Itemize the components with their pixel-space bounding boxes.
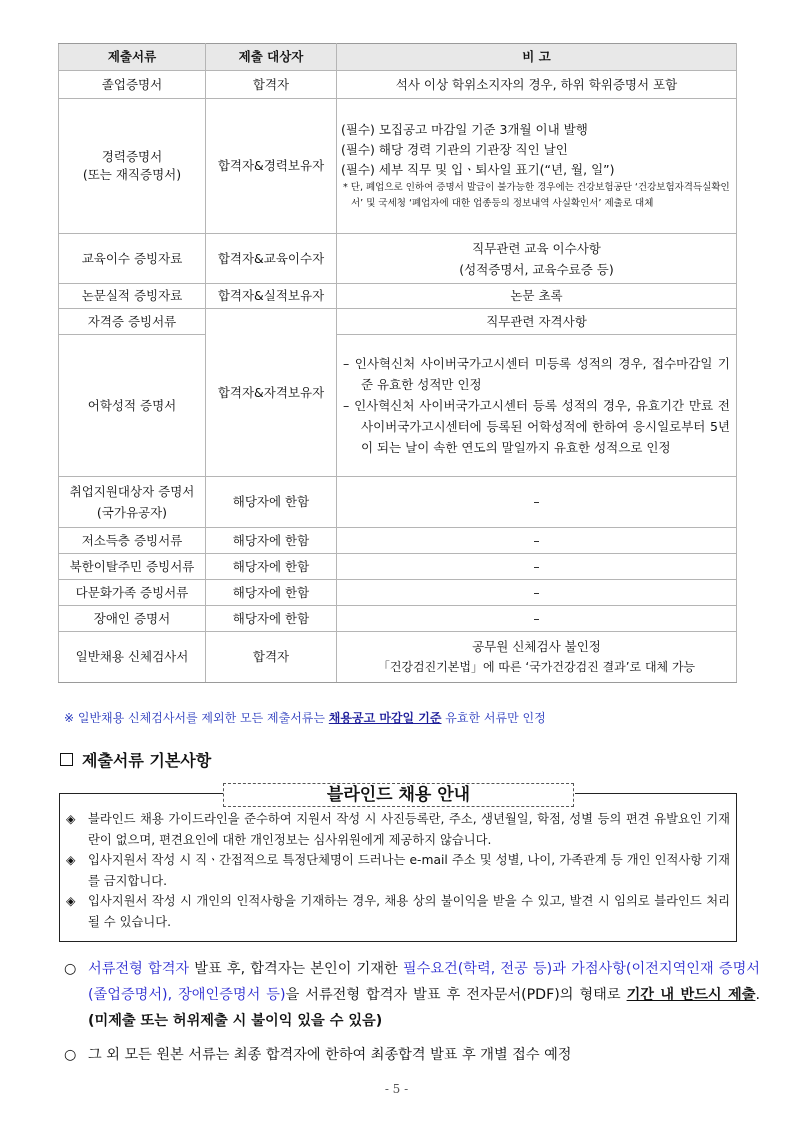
requirement: (필수) 세부 직무 및 입ㆍ퇴사일 표기(“년, 월, 일”)	[341, 162, 615, 177]
table-row	[59, 580, 737, 606]
cell-target: 합격자&경력보유자	[206, 99, 337, 234]
blind-recruitment-box	[59, 793, 737, 942]
footnote-prefix: ※ 일반채용 신체검사서를 제외한 모든 제출서류는	[64, 711, 329, 725]
cell-target: 합격자	[206, 632, 337, 683]
blind-box-title: 블라인드 채용 안내	[223, 783, 574, 807]
header-remarks: 비 고	[337, 44, 737, 71]
cell-doc: 일반채용 신체검사서	[59, 632, 206, 683]
table-row	[59, 234, 737, 284]
cell-doc: 졸업증명서	[59, 71, 206, 99]
requirement: (필수) 해당 경력 기관의 기관장 직인 날인	[341, 142, 568, 157]
cell-note: –	[337, 580, 737, 606]
table-row	[59, 284, 737, 309]
cell-doc	[59, 477, 206, 528]
note-line: 「건강검진기본법」에 따른 ‘국가건강검진 결과’로 대체 가능	[377, 660, 696, 674]
blind-item-text: 입사지원서 작성 시 직ㆍ간접적으로 특정단체명이 드러나는 e-mail 주소 및 성별, 나이, 가족관계 등 개인 인적사항 기재를 금지합니다.	[88, 853, 730, 888]
requirement: (필수) 모집공고 마감일 기준 3개월 이내 발행	[341, 122, 588, 137]
table-row	[59, 477, 737, 528]
submission-documents-table	[58, 43, 737, 683]
cell-note: –	[337, 477, 737, 528]
footnote-suffix: 유효한 서류만 인정	[441, 711, 546, 725]
diamond-bullet-icon: ◈	[66, 853, 76, 867]
original-documents-paragraph	[64, 1042, 760, 1068]
doc-line: (국가유공자)	[96, 505, 168, 520]
cell-target: 해당자에 한함	[206, 554, 337, 580]
cell-target: 해당자에 한함	[206, 477, 337, 528]
paragraph-text: 그 외 모든 원본 서류는 최종 합격자에 한하여 최종합격 발표 후 개별 접수 예정	[88, 1047, 572, 1063]
dash-item: – 인사혁신처 사이버국가고시센터 미등록 성적의 경우, 접수마감일 기준 유효한 성적만 인정	[343, 356, 730, 392]
cell-target: 해당자에 한함	[206, 528, 337, 554]
table-row	[59, 554, 737, 580]
cell-note: 직무관련 자격사항	[337, 309, 737, 335]
circle-bullet-icon: ○	[64, 1047, 77, 1063]
doc-line: 경력증명서	[101, 149, 163, 164]
table-row	[59, 309, 737, 335]
small-note: * 단, 폐업으로 인하여 증명서 발급이 불가능한 경우에는 건강보험공단 ‘건강보험자격득실확인서’ 및 국세청 ‘폐업자에 대한 업종등의 정보내역 사실확인서’ 제출로 대체	[343, 182, 730, 209]
cell-target: 합격자&교육이수자	[206, 234, 337, 284]
cell-note	[337, 234, 737, 284]
table-row	[59, 71, 737, 99]
cell-note	[337, 99, 737, 234]
cell-note: 석사 이상 학위소지자의 경우, 하위 학위증명서 포함	[337, 71, 737, 99]
table-row	[59, 632, 737, 683]
cell-note: –	[337, 606, 737, 632]
footnote-emphasis: 채용공고 마감일 기준	[328, 711, 442, 725]
blind-item	[66, 809, 730, 850]
paragraph-text: 발표 후, 합격자는 본인이 기재한	[189, 961, 403, 977]
table-header-row	[59, 44, 737, 71]
cell-note	[337, 632, 737, 683]
doc-line: 취업지원대상자 증명서	[69, 484, 195, 499]
header-document: 제출서류	[59, 44, 206, 71]
table-row	[59, 99, 737, 234]
doc-line: (또는 재직증명서)	[82, 167, 182, 182]
note-line: (성적증명서, 교육수료증 등)	[459, 261, 614, 277]
blind-item	[66, 850, 730, 891]
cell-doc: 북한이탈주민 증빙서류	[59, 554, 206, 580]
table-row	[59, 606, 737, 632]
penalty-warning: (미제출 또는 허위제출 시 불이익 있을 수 있음)	[88, 1013, 383, 1029]
blind-item-text: 입사지원서 작성 시 개인의 인적사항을 기재하는 경우, 채용 상의 불이익을 받을 수 있고, 발견 시 임의로 블라인드 처리될 수 있습니다.	[88, 894, 730, 929]
box-top-border-right	[575, 793, 737, 794]
cell-doc: 어학성적 증명서	[59, 335, 206, 477]
diamond-bullet-icon: ◈	[66, 812, 76, 826]
validity-footnote	[64, 709, 546, 726]
dash-item: – 인사혁신처 사이버국가고시센터 등록 성적의 경우, 유효기간 만료 전 사이버국가고시센터에 등록된 어학성적에 한하여 응시일로부터 5년이 되는 날이 속한 연도의 말일까지 유효한 성적으로 인정	[343, 398, 730, 455]
deadline-emphasis: 기간 내 반드시 제출	[626, 987, 756, 1003]
blind-items	[66, 809, 730, 932]
cell-target: 합격자&자격보유자	[206, 309, 337, 477]
blind-item-text: 블라인드 채용 가이드라인을 준수하여 지원서 작성 시 사진등록란, 주소, 생년월일, 학점, 성별 등의 편견 유발요인 기재란이 없으며, 편견요인에 대한 개인정보는 심사위원에게 제공하지 않습니다.	[88, 812, 730, 847]
box-top-border-left	[59, 793, 224, 794]
cell-doc: 논문실적 증빙자료	[59, 284, 206, 309]
cell-target: 합격자	[206, 71, 337, 99]
paragraph-text: 을 서류전형 합격자 발표 후 전자문서(PDF)의 형태로	[285, 987, 627, 1003]
circle-bullet-icon: ○	[64, 961, 77, 977]
cell-doc: 교육이수 증빙자료	[59, 234, 206, 284]
page-number: - 5 -	[384, 1082, 409, 1096]
cell-note: –	[337, 528, 737, 554]
cell-doc: 자격증 증빙서류	[59, 309, 206, 335]
highlight-text: 필수요건(학력, 전공 등)과 가점사항(이전지역인재 증명서(졸업증명서), 장애인증명서 등)	[88, 961, 760, 1003]
section-heading	[60, 748, 211, 771]
paragraph-text: .	[755, 987, 760, 1003]
cell-note	[337, 335, 737, 477]
table-row	[59, 335, 737, 477]
cell-target: 해당자에 한함	[206, 606, 337, 632]
diamond-bullet-icon: ◈	[66, 894, 76, 908]
cell-doc: 장애인 증명서	[59, 606, 206, 632]
section-title: 제출서류 기본사항	[82, 751, 212, 770]
cell-doc	[59, 99, 206, 234]
cell-target: 합격자&실적보유자	[206, 284, 337, 309]
blind-item	[66, 891, 730, 932]
note-line: 공무원 신체검사 불인정	[472, 639, 601, 654]
cell-target: 해당자에 한함	[206, 580, 337, 606]
cell-note: 논문 초록	[337, 284, 737, 309]
table-row	[59, 528, 737, 554]
cell-doc: 다문화가족 증빙서류	[59, 580, 206, 606]
square-bullet-icon	[60, 753, 73, 766]
cell-doc: 저소득층 증빙서류	[59, 528, 206, 554]
highlight-text: 서류전형 합격자	[88, 961, 190, 977]
cell-note: –	[337, 554, 737, 580]
header-target: 제출 대상자	[206, 44, 337, 71]
note-line: 직무관련 교육 이수사항	[472, 240, 601, 256]
submission-paragraph	[64, 956, 760, 1034]
